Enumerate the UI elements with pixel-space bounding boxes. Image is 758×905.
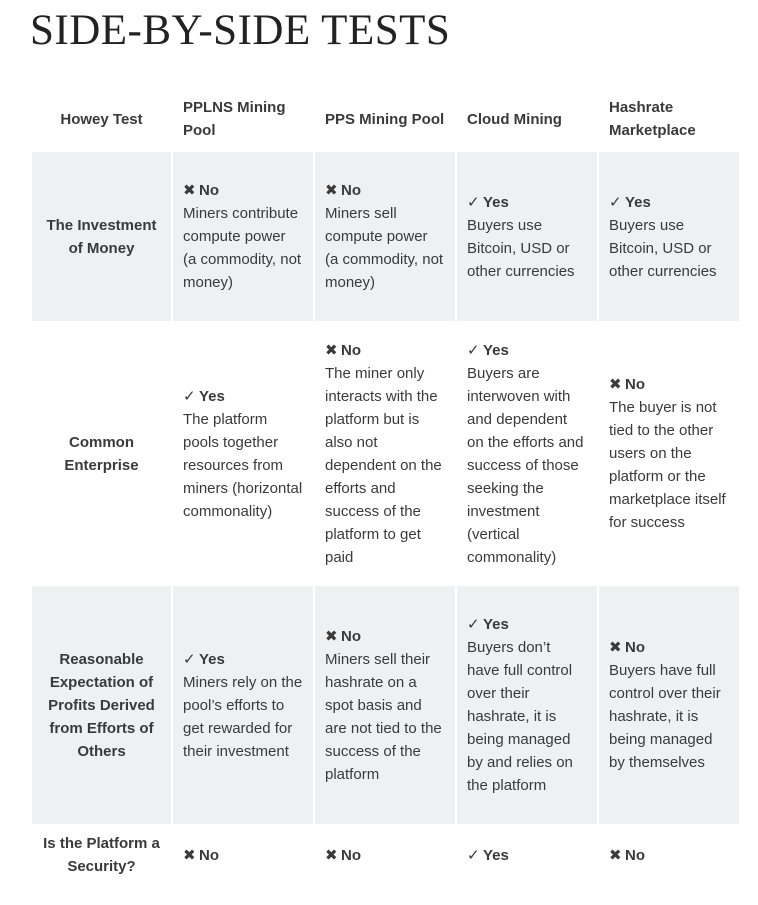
- verdict-label: Yes: [199, 650, 225, 668]
- table-cell: [599, 586, 739, 824]
- verdict: [325, 844, 445, 867]
- cross-icon: ✖: [325, 341, 338, 359]
- verdict: [609, 191, 729, 214]
- verdict-label: No: [341, 341, 361, 359]
- verdict-label: No: [625, 376, 645, 393]
- table-cell: [599, 824, 739, 886]
- row-header: Reasonable Expectation of Profits Derived from Efforts of Others: [32, 586, 171, 824]
- column-header-cloud-mining: Cloud Mining: [467, 110, 562, 128]
- cross-icon: ✖: [609, 846, 622, 864]
- cross-icon: ✖: [183, 846, 196, 864]
- comparison-table: [30, 86, 741, 886]
- cell-description: Buyers use Bitcoin, USD or other currencies: [467, 216, 575, 280]
- row-header: Is the Platform a Security?: [43, 835, 160, 875]
- cross-icon: ✖: [325, 182, 338, 199]
- table-cell: [173, 586, 313, 824]
- table-cell: [173, 824, 313, 886]
- verdict-label: No: [199, 182, 219, 199]
- verdict-label: No: [341, 627, 361, 645]
- cell-description: Miners rely on the pool’s efforts to get rewarded for their investment: [183, 673, 303, 760]
- cross-icon: ✖: [325, 627, 338, 645]
- verdict-label: Yes: [483, 846, 509, 864]
- verdict: [325, 179, 445, 202]
- column-header-pps: PPS Mining Pool: [325, 110, 445, 128]
- verdict: [467, 339, 587, 362]
- verdict: [325, 339, 445, 362]
- column-header-howey-test: Howey Test: [60, 110, 143, 128]
- cell-description: Miners sell their hashrate on a spot basis and are not tied to the success of the platform: [325, 650, 442, 783]
- cross-icon: ✖: [325, 846, 338, 864]
- check-icon: ✓: [467, 616, 480, 633]
- cell-description: Buyers use Bitcoin, USD or other currencies: [609, 216, 717, 280]
- table-cell: [457, 824, 597, 886]
- table-cell: [315, 824, 455, 886]
- verdict: [467, 191, 587, 214]
- row-header: The Investment of Money: [32, 152, 171, 321]
- verdict-label: No: [625, 846, 645, 864]
- verdict: [325, 625, 445, 648]
- verdict: [467, 613, 587, 636]
- cell-description: Buyers are interwoven with and dependent on the efforts and success of those seeking the investment (vertical commonality): [467, 364, 584, 566]
- row-header: Common Enterprise: [64, 433, 139, 474]
- verdict-label: No: [341, 182, 361, 199]
- page-title: SIDE-BY-SIDE TESTS: [30, 7, 451, 54]
- verdict: [609, 373, 729, 396]
- verdict: [609, 844, 729, 867]
- cell-description: Buyers have full control over their hashrate, it is being managed by themselves: [609, 662, 721, 771]
- verdict-label: Yes: [199, 387, 225, 405]
- verdict: [183, 385, 303, 408]
- verdict-label: Yes: [483, 193, 509, 211]
- cell-description: The miner only interacts with the platform but is also not dependent on the efforts and success of the platform to get paid: [325, 364, 442, 566]
- table-cell: [315, 586, 455, 824]
- verdict-label: No: [341, 846, 361, 864]
- verdict-label: Yes: [483, 341, 509, 359]
- column-header-hashrate-marketplace: Hashrate Marketplace: [609, 99, 696, 139]
- check-icon: ✓: [183, 387, 196, 405]
- cross-icon: ✖: [609, 376, 622, 393]
- verdict-label: Yes: [625, 193, 651, 211]
- verdict-label: No: [625, 639, 645, 656]
- table-cell: [457, 586, 597, 824]
- check-icon: ✓: [467, 846, 480, 864]
- verdict: [609, 636, 729, 659]
- check-icon: ✓: [467, 341, 480, 359]
- cell-description: The platform pools together resources from miners (horizontal commonality): [183, 410, 303, 520]
- verdict: [183, 179, 303, 202]
- cross-icon: ✖: [609, 639, 622, 656]
- table-cell: [315, 321, 455, 586]
- table-cell: [457, 152, 597, 321]
- table-cell: [173, 152, 313, 321]
- check-icon: ✓: [609, 193, 622, 211]
- verdict-label: Yes: [483, 616, 509, 633]
- verdict: [467, 844, 587, 867]
- table-row-is-security: [32, 824, 739, 886]
- verdict: [183, 648, 303, 671]
- table-cell: [173, 321, 313, 586]
- table-row-common-enterprise: [32, 321, 739, 586]
- table-header-row: [32, 86, 739, 152]
- table-cell: [315, 152, 455, 321]
- column-header-pplns: PPLNS Mining Pool: [183, 99, 286, 139]
- check-icon: ✓: [183, 650, 196, 668]
- verdict: [183, 844, 303, 867]
- cell-description: Miners sell compute power (a commodity, not money): [325, 205, 444, 291]
- table-row-expectation-of-profits: [32, 586, 739, 824]
- cell-description: Miners contribute compute power (a commodity, not money): [183, 205, 302, 291]
- table-cell: [457, 321, 597, 586]
- cell-description: Buyers don’t have full control over their hashrate, it is being managed by and relies on the platform: [467, 639, 573, 794]
- verdict-label: No: [199, 846, 219, 864]
- table-cell: [599, 152, 739, 321]
- cell-description: The buyer is not tied to the other users on the platform or the marketplace itself for success: [609, 399, 726, 531]
- table-row-investment-of-money: [32, 152, 739, 321]
- table-cell: [599, 321, 739, 586]
- cross-icon: ✖: [183, 182, 196, 199]
- check-icon: ✓: [467, 193, 480, 211]
